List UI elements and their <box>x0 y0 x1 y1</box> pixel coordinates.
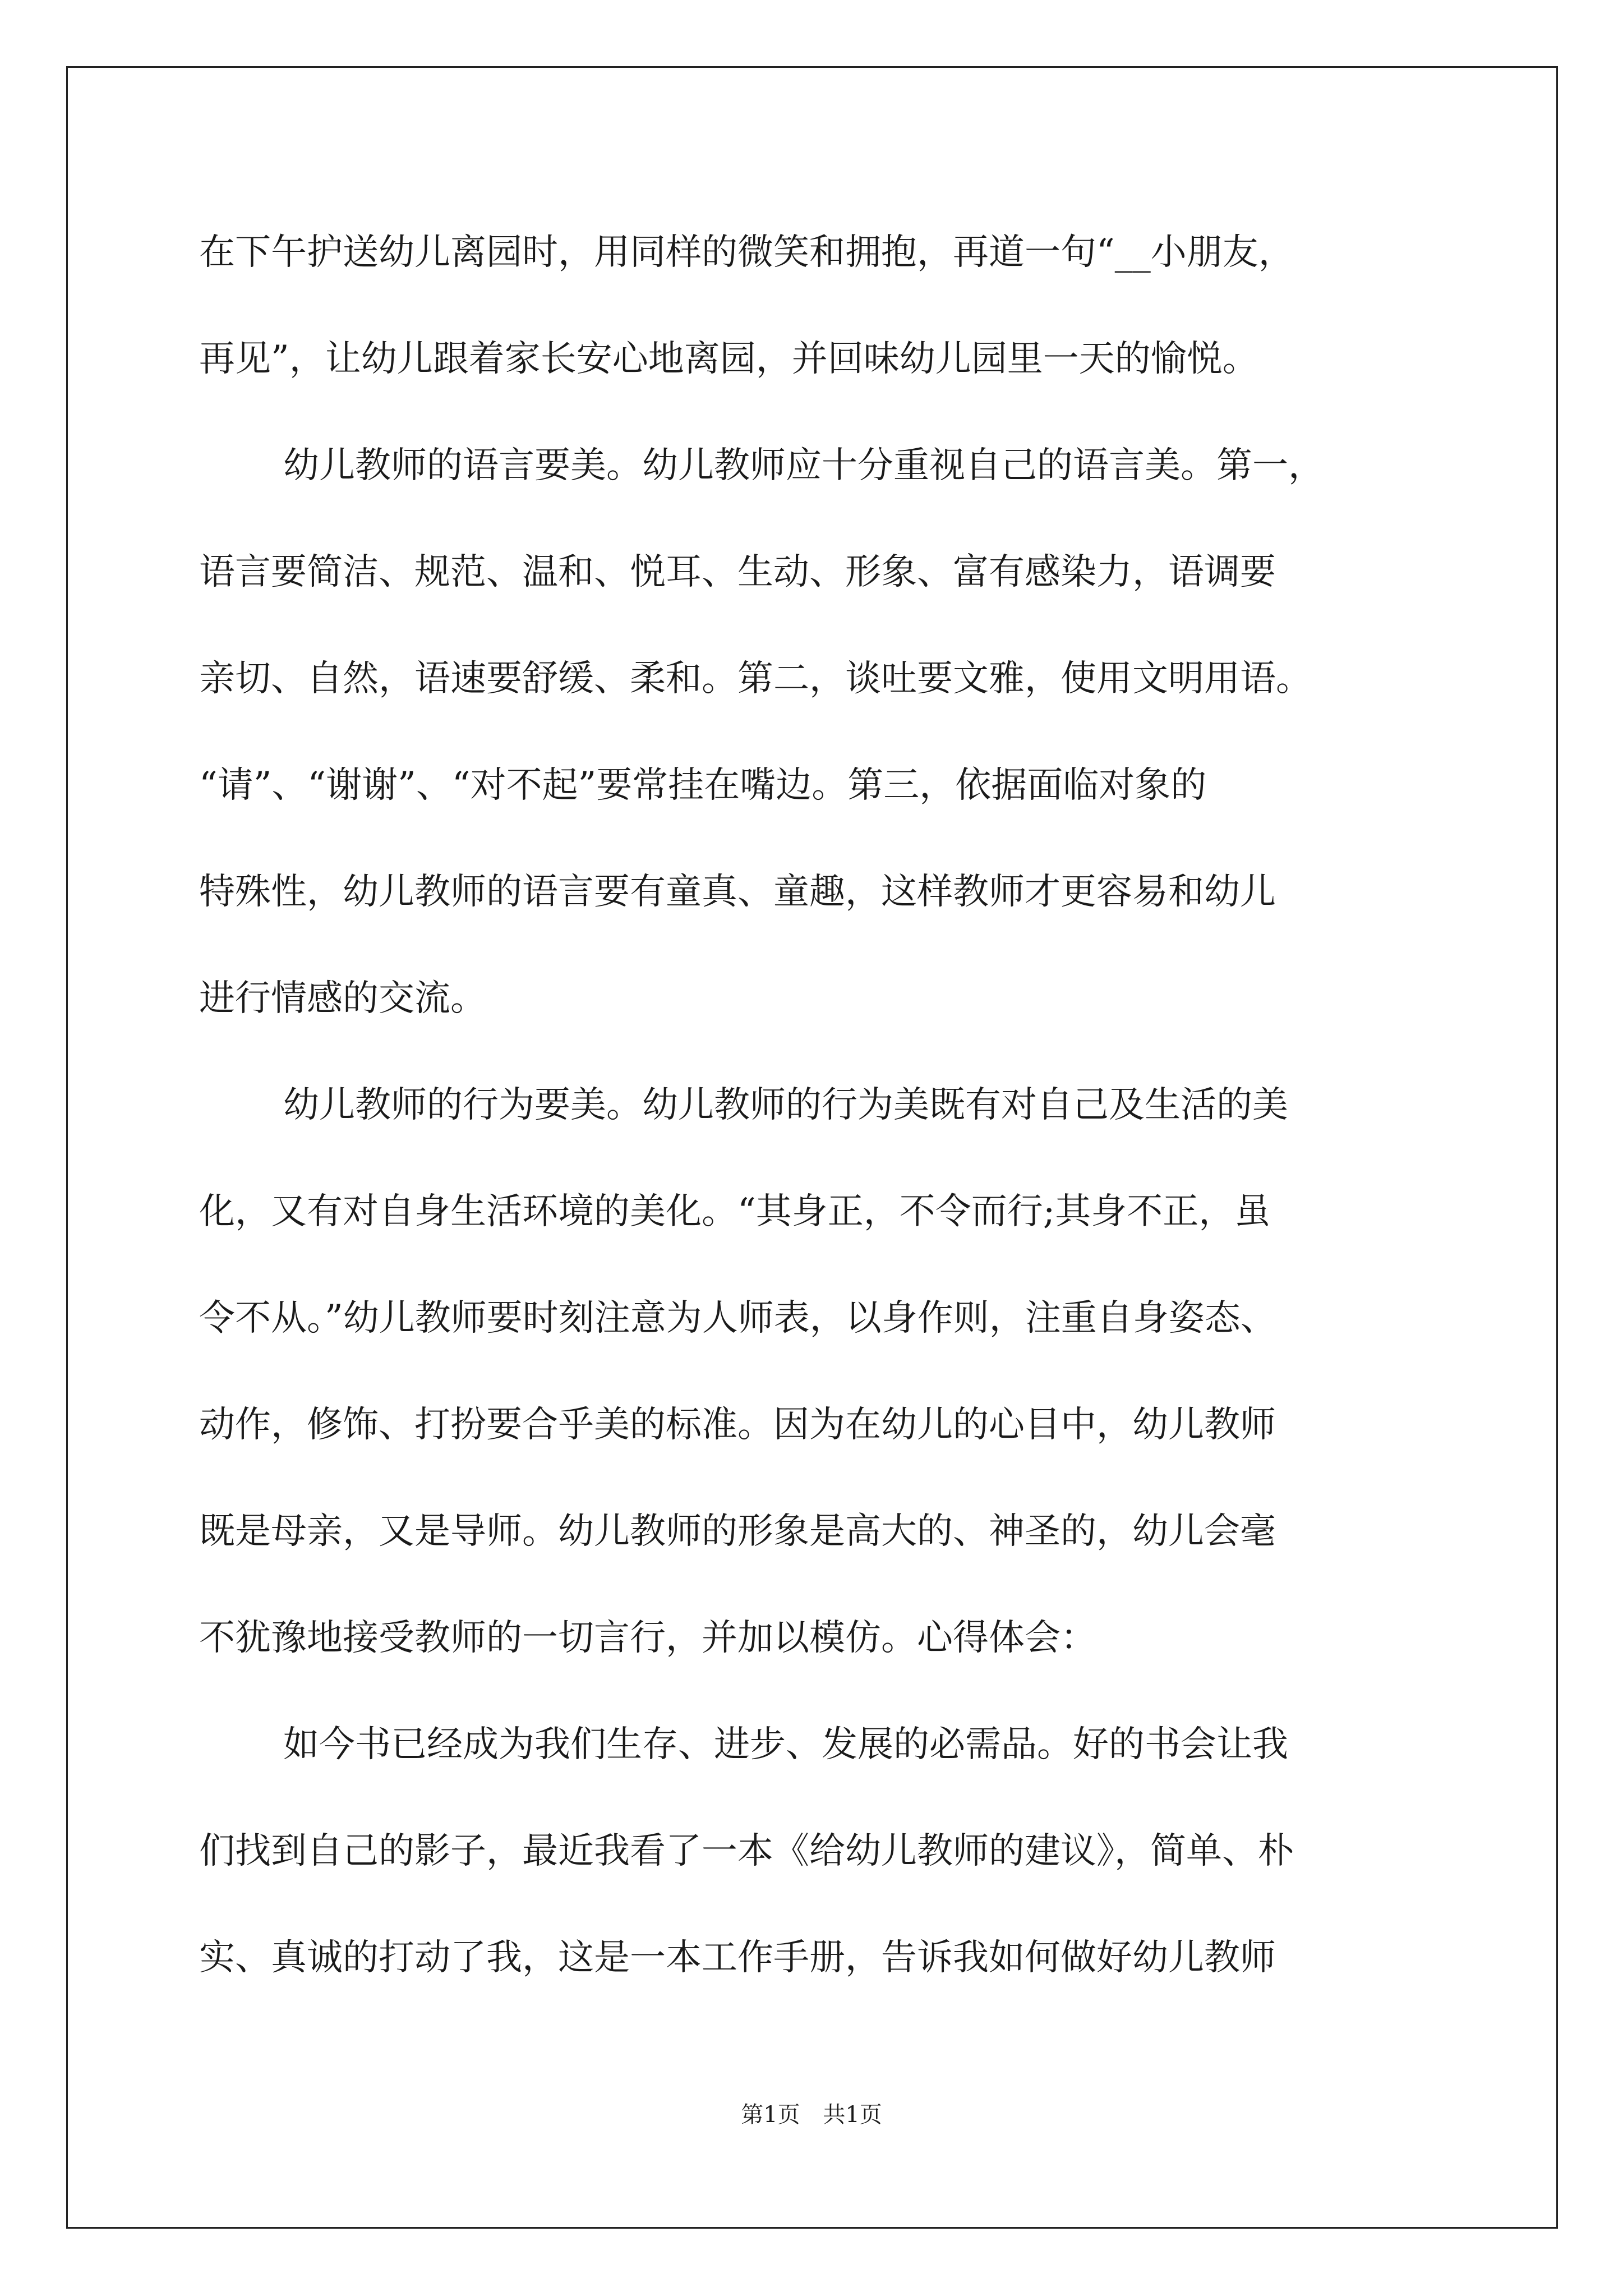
text-line: 亲切、自然，语速要舒缓、柔和。第二，谈吐要文雅，使用文明用语。 <box>199 658 1312 700</box>
text-line: 在下午护送幼儿离园时，用同样的微笑和拥抱，再道一句“__小朋友， <box>199 232 1294 273</box>
document-body <box>199 199 1433 2011</box>
page-number: 第1页 <box>741 2102 800 2128</box>
text-line: 化，又有对自身生活环境的美化。“其身正，不令而行;其身不正，虽 <box>199 1191 1271 1232</box>
text-line: “请”、“谢谢”、“对不起”要常挂在嘴边。第三，依据面临对象的 <box>199 765 1207 806</box>
paragraph-first-line: 幼儿教师的语言要美。幼儿教师应十分重视自己的语言美。第一， <box>283 445 1324 486</box>
page-footer <box>0 2098 1623 2132</box>
text-line: 特殊性，幼儿教师的语言要有童真、童趣，这样教师才更容易和幼儿 <box>199 871 1276 913</box>
page-total: 共1页 <box>823 2102 882 2128</box>
text-line: 既是母亲，又是导师。幼儿教师的形象是高大的、神圣的，幼儿会毫 <box>199 1511 1276 1552</box>
text-line: 实、真诚的打动了我，这是一本工作手册，告诉我如何做好幼儿教师 <box>199 1937 1276 1978</box>
paragraph-first-line: 如今书已经成为我们生存、进步、发展的必需品。好的书会让我 <box>283 1724 1288 1765</box>
text-line: 进行情感的交流。 <box>199 978 486 1019</box>
text-line: 动作，修饰、打扮要合乎美的标准。因为在幼儿的心目中，幼儿教师 <box>199 1404 1276 1446</box>
text-line: 令不从。”幼儿教师要时刻注意为人师表，以身作则，注重自身姿态、 <box>199 1297 1276 1339</box>
text-line: 再见”，让幼儿跟着家长安心地离园，并回味幼儿园里一天的愉悦。 <box>199 338 1258 380</box>
paragraph-first-line: 幼儿教师的行为要美。幼儿教师的行为美既有对自己及生活的美 <box>283 1084 1288 1126</box>
text-line: 语言要简洁、规范、温和、悦耳、生动、形象、富有感染力，语调要 <box>199 551 1276 593</box>
text-line: 不犹豫地接受教师的一切言行，并加以模仿。心得体会： <box>199 1617 1096 1659</box>
text-line: 们找到自己的影子，最近我看了一本《给幼儿教师的建议》，简单、朴 <box>199 1830 1294 1872</box>
